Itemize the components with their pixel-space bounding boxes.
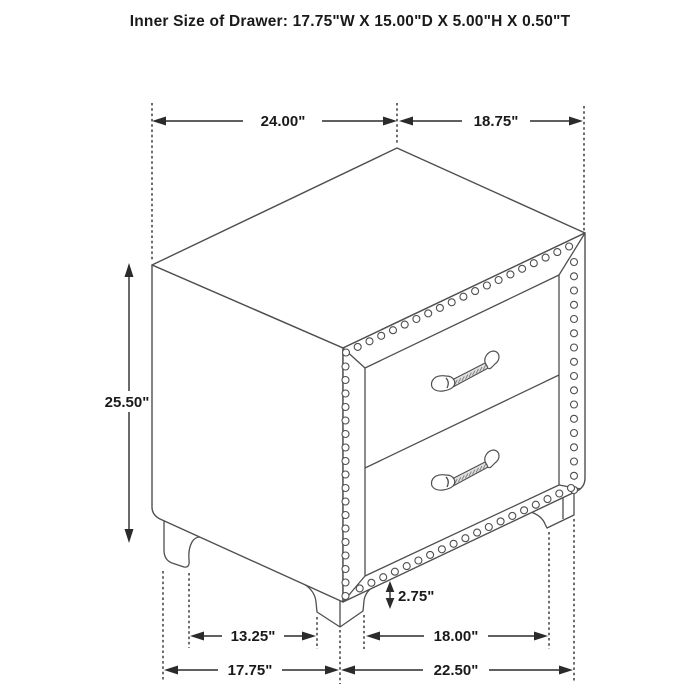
dimension-label-base-width-front: 22.50"	[433, 662, 479, 679]
dimension-label-base-width-side: 17.75"	[227, 662, 273, 679]
arrowhead-right	[383, 117, 397, 126]
dimension-label-overall-depth: 18.75"	[473, 113, 519, 130]
dimension-label-leg-height: 2.75"	[398, 588, 435, 605]
dimension-base-width-side	[164, 662, 339, 679]
arrowhead-left	[190, 632, 204, 641]
arrowhead-right	[325, 666, 339, 675]
arrowhead-right	[559, 666, 573, 675]
handle-left-cap	[432, 376, 455, 392]
dimension-base-width-front	[341, 662, 573, 679]
arrowhead-left	[366, 632, 380, 641]
arrowhead-right	[534, 632, 548, 641]
arrowhead-top	[386, 581, 395, 592]
handle-left-cap	[432, 475, 455, 491]
arrowhead-top	[125, 263, 134, 277]
dimension-label-overall-height: 25.50"	[104, 394, 150, 411]
arrowhead-right	[302, 632, 316, 641]
arrowhead-left	[152, 117, 166, 126]
arrowhead-left	[341, 666, 355, 675]
dimension-label-overall-width: 24.00"	[260, 113, 306, 130]
arrowhead-bottom	[386, 598, 395, 609]
dimension-label-leg-span-side: 13.25"	[230, 628, 276, 645]
arrowhead-bottom	[125, 529, 134, 543]
arrowhead-left	[164, 666, 178, 675]
dimension-leg-span-front	[366, 628, 548, 645]
arrowhead-right	[569, 117, 583, 126]
dimension-leg-span-side	[190, 628, 316, 645]
nightstand-body	[152, 148, 585, 627]
dimension-label-leg-span-front: 18.00"	[433, 628, 479, 645]
dimension-overall-depth	[399, 113, 583, 130]
dimension-leg-height	[386, 581, 435, 609]
arrowhead-left	[399, 117, 413, 126]
figure-title: Inner Size of Drawer: 17.75"W X 15.00"D X 5.00"H X 0.50"T	[129, 13, 571, 30]
dimension-overall-width	[152, 113, 397, 130]
dimension-overall-height	[105, 263, 150, 543]
